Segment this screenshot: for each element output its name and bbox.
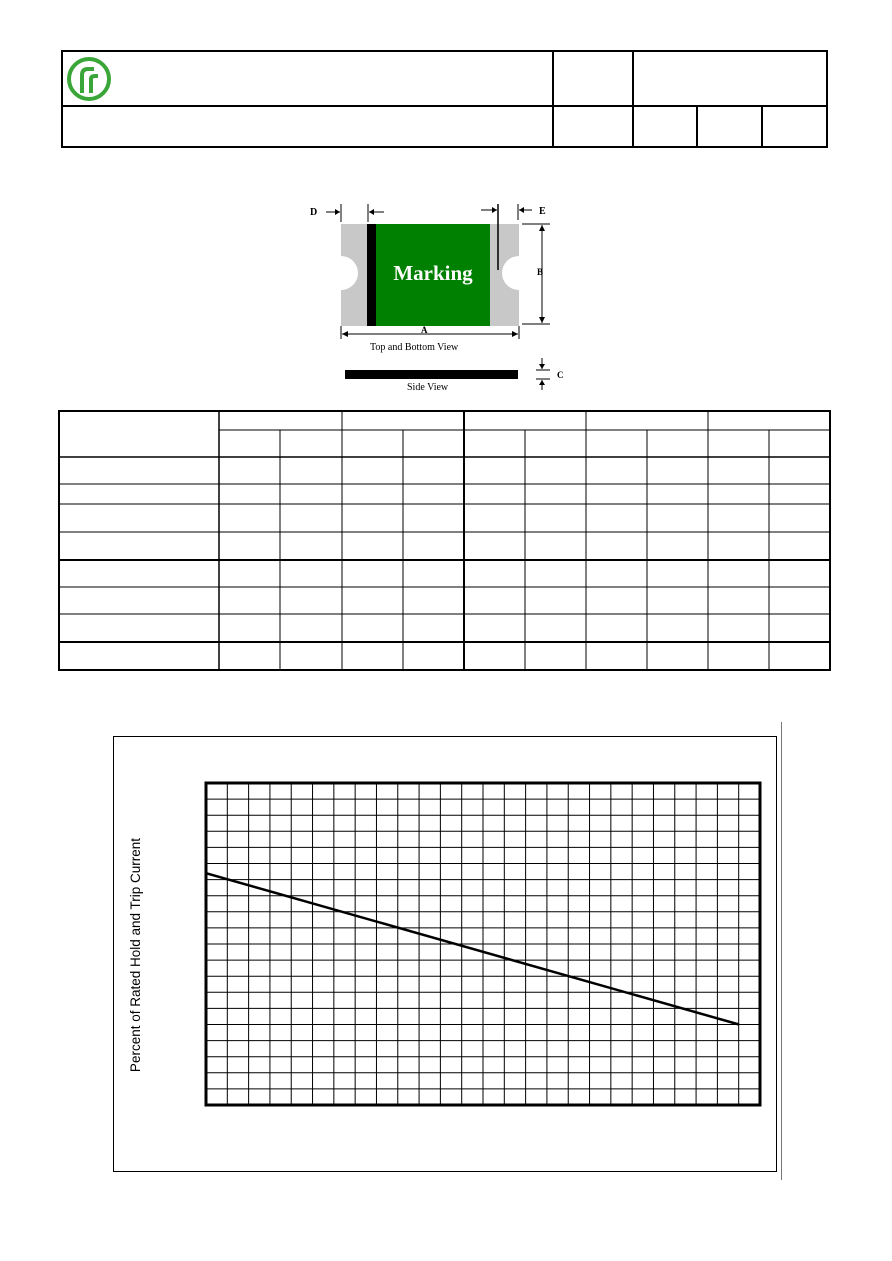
side-view-caption: Side View <box>407 382 449 393</box>
dim-label-d: D <box>310 207 318 218</box>
dim-label-a: A <box>421 325 428 335</box>
y-axis-label: Percent of Rated Hold and Trip Current <box>128 837 143 1073</box>
dim-label-b: B <box>537 267 544 277</box>
dim-label-c: C <box>557 370 564 380</box>
marking-text: Marking <box>393 261 473 285</box>
top-view-caption: Top and Bottom View <box>370 342 459 353</box>
dim-label-e: E <box>539 206 546 217</box>
